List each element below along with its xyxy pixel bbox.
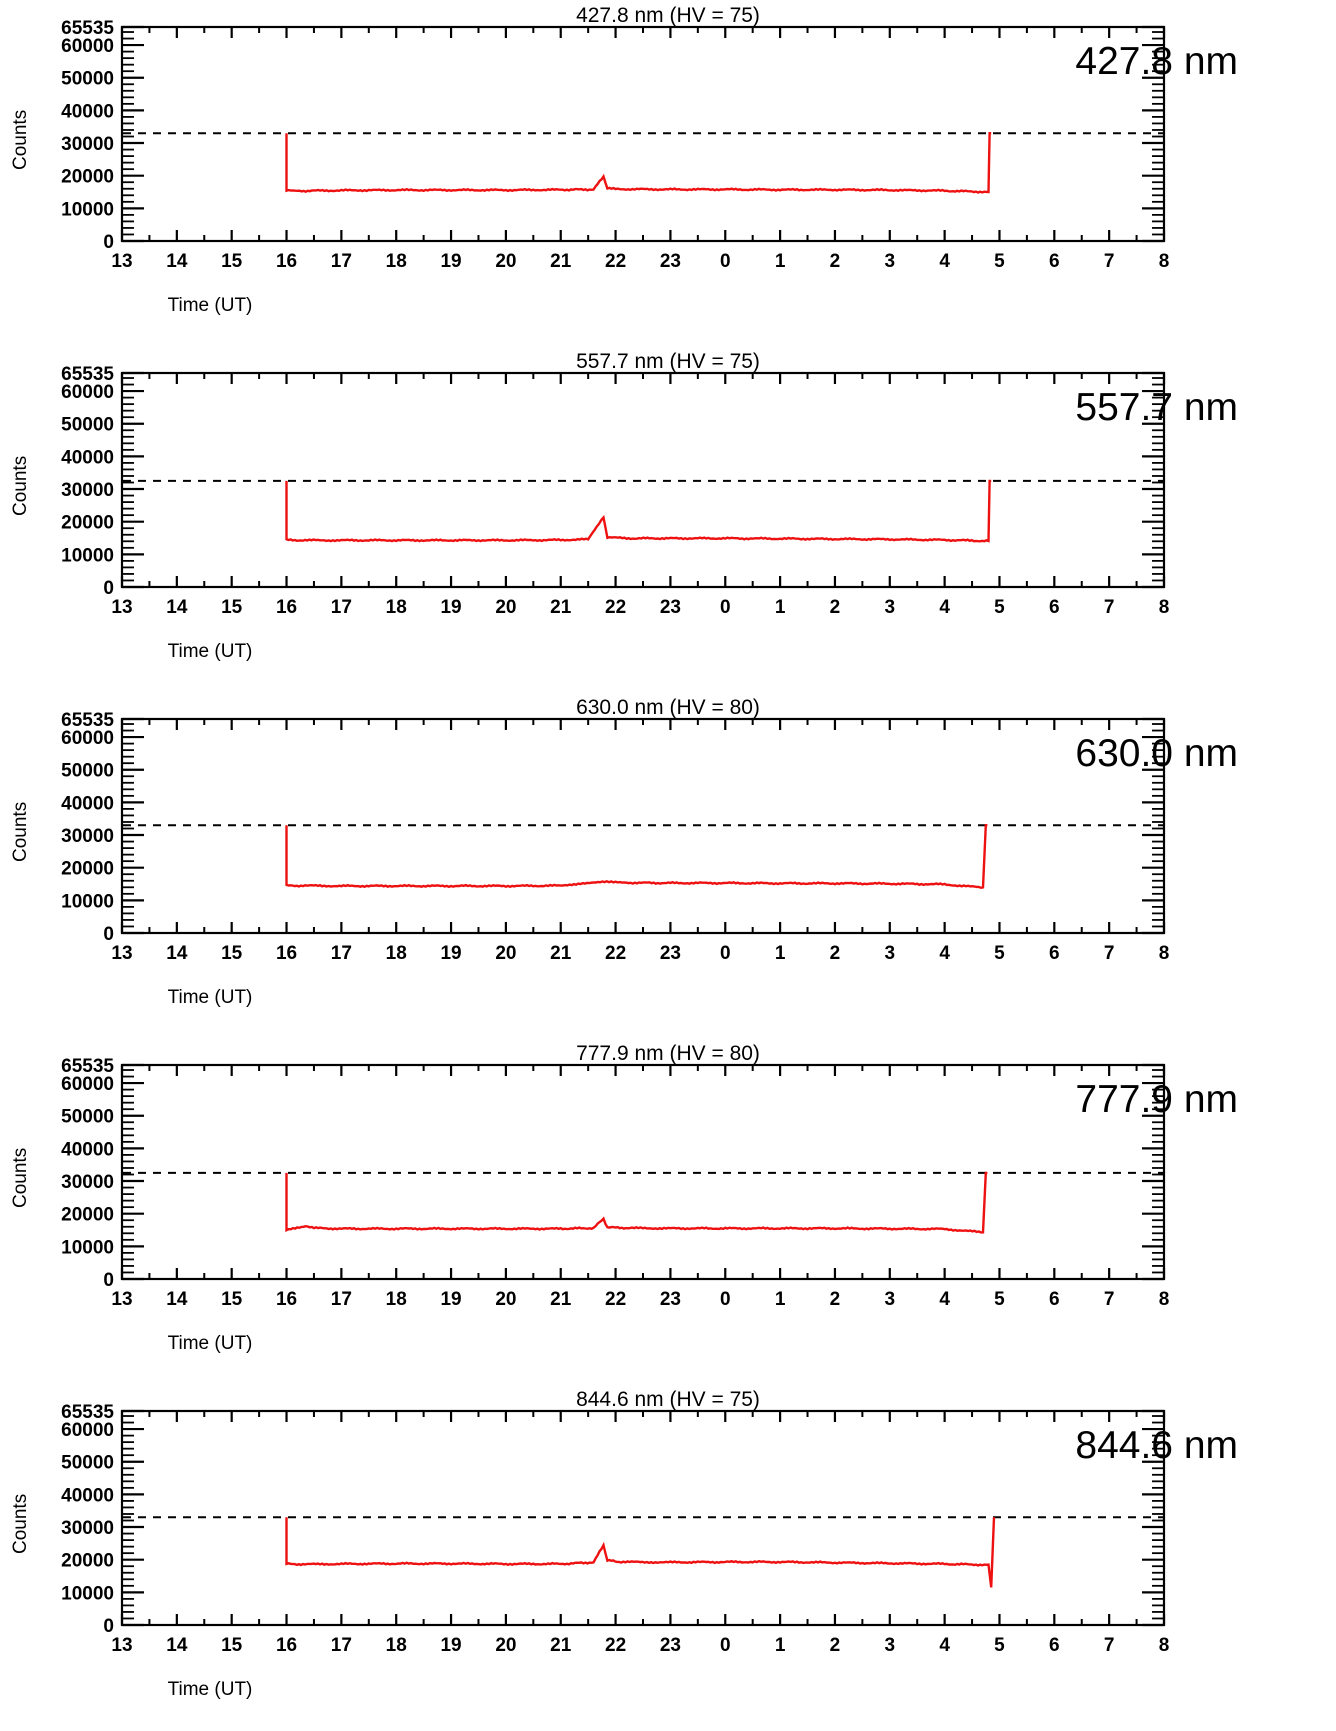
svg-text:3: 3 <box>884 597 896 618</box>
svg-text:23: 23 <box>659 251 681 272</box>
svg-text:10000: 10000 <box>61 1237 114 1259</box>
svg-text:22: 22 <box>605 943 627 964</box>
svg-text:19: 19 <box>440 597 462 618</box>
x-axis-label-3: Time (UT) <box>167 987 253 1008</box>
svg-text:1: 1 <box>774 597 786 618</box>
svg-text:30000: 30000 <box>61 1172 114 1194</box>
panel-title-5: 844.6 nm (HV = 75) <box>576 1388 760 1411</box>
svg-text:30000: 30000 <box>61 480 114 502</box>
svg-text:5: 5 <box>994 1289 1005 1310</box>
svg-text:20000: 20000 <box>61 1204 114 1226</box>
svg-text:21: 21 <box>550 1289 572 1310</box>
svg-text:7: 7 <box>1103 943 1115 964</box>
svg-text:10000: 10000 <box>61 545 114 567</box>
svg-text:20: 20 <box>495 251 517 272</box>
chart-panel-1 <box>0 0 1336 346</box>
svg-text:2: 2 <box>829 251 841 272</box>
svg-text:14: 14 <box>166 251 188 272</box>
svg-text:6: 6 <box>1049 1289 1060 1310</box>
x-axis-label-4: Time (UT) <box>167 1333 253 1354</box>
svg-text:50000: 50000 <box>61 760 114 782</box>
svg-text:50000: 50000 <box>61 414 114 436</box>
svg-text:5: 5 <box>994 943 1005 964</box>
svg-text:50000: 50000 <box>61 1106 114 1128</box>
svg-text:40000: 40000 <box>61 101 114 123</box>
svg-text:60000: 60000 <box>61 1074 114 1096</box>
svg-text:18: 18 <box>385 251 407 272</box>
series-annotation-4: 777.9 nm <box>1075 1078 1238 1121</box>
svg-text:22: 22 <box>605 1289 627 1310</box>
svg-text:30000: 30000 <box>61 1518 114 1540</box>
svg-text:60000: 60000 <box>61 1420 114 1442</box>
svg-text:1: 1 <box>774 251 786 272</box>
svg-text:20: 20 <box>495 1635 517 1656</box>
svg-text:0: 0 <box>103 578 114 599</box>
svg-text:21: 21 <box>550 943 572 964</box>
svg-text:40000: 40000 <box>61 1139 114 1161</box>
svg-text:22: 22 <box>605 1635 627 1656</box>
svg-text:6: 6 <box>1049 251 1060 272</box>
panel-title-1: 427.8 nm (HV = 75) <box>576 4 760 27</box>
svg-text:3: 3 <box>884 1289 896 1310</box>
svg-text:23: 23 <box>659 943 681 964</box>
svg-text:15: 15 <box>221 1635 243 1656</box>
svg-text:15: 15 <box>221 943 243 964</box>
svg-text:7: 7 <box>1103 251 1115 272</box>
y-axis-label-4: Counts <box>10 1147 31 1208</box>
svg-text:5: 5 <box>994 1635 1005 1656</box>
svg-text:0: 0 <box>103 924 114 945</box>
svg-text:0: 0 <box>719 251 731 272</box>
svg-text:18: 18 <box>385 1289 407 1310</box>
x-axis-label-2: Time (UT) <box>167 641 253 662</box>
svg-text:17: 17 <box>330 597 352 618</box>
svg-text:30000: 30000 <box>61 134 114 156</box>
svg-text:16: 16 <box>275 251 298 272</box>
svg-text:6: 6 <box>1049 1635 1060 1656</box>
svg-text:21: 21 <box>550 1635 572 1656</box>
svg-text:13: 13 <box>111 943 133 964</box>
svg-text:65535: 65535 <box>61 710 114 731</box>
svg-text:18: 18 <box>385 943 407 964</box>
svg-text:20000: 20000 <box>61 858 114 880</box>
series-annotation-3: 630.0 nm <box>1075 732 1238 775</box>
svg-text:6: 6 <box>1049 943 1060 964</box>
svg-text:8: 8 <box>1158 1289 1170 1310</box>
chart-panel-4 <box>0 1038 1336 1384</box>
svg-text:3: 3 <box>884 251 896 272</box>
svg-text:0: 0 <box>719 1289 731 1310</box>
chart-panel-2 <box>0 346 1336 692</box>
svg-text:10000: 10000 <box>61 1583 114 1605</box>
svg-text:1: 1 <box>774 943 786 964</box>
series-annotation-5: 844.6 nm <box>1075 1424 1238 1467</box>
svg-text:5: 5 <box>994 251 1005 272</box>
svg-text:40000: 40000 <box>61 793 114 815</box>
svg-text:7: 7 <box>1103 597 1115 618</box>
svg-text:19: 19 <box>440 943 462 964</box>
svg-text:14: 14 <box>166 943 188 964</box>
svg-text:16: 16 <box>275 943 298 964</box>
svg-text:4: 4 <box>939 597 950 618</box>
y-axis-label-1: Counts <box>10 109 31 170</box>
panel-title-3: 630.0 nm (HV = 80) <box>576 696 760 719</box>
svg-text:15: 15 <box>221 251 243 272</box>
svg-text:18: 18 <box>385 597 407 618</box>
svg-text:2: 2 <box>829 943 841 964</box>
svg-text:60000: 60000 <box>61 728 114 750</box>
svg-text:22: 22 <box>605 597 627 618</box>
svg-text:4: 4 <box>939 943 950 964</box>
x-axis-label-1: Time (UT) <box>167 295 253 316</box>
svg-text:4: 4 <box>939 251 950 272</box>
svg-text:50000: 50000 <box>61 68 114 90</box>
svg-text:0: 0 <box>719 1635 731 1656</box>
svg-text:17: 17 <box>330 251 352 272</box>
svg-text:13: 13 <box>111 1289 133 1310</box>
svg-text:65535: 65535 <box>61 1402 114 1423</box>
svg-text:15: 15 <box>221 1289 243 1310</box>
x-axis-label-5: Time (UT) <box>167 1679 253 1700</box>
svg-text:16: 16 <box>275 597 298 618</box>
svg-text:4: 4 <box>939 1289 950 1310</box>
svg-text:19: 19 <box>440 251 462 272</box>
svg-text:20000: 20000 <box>61 512 114 534</box>
svg-text:7: 7 <box>1103 1635 1115 1656</box>
svg-text:17: 17 <box>330 1289 352 1310</box>
series-annotation-2: 557.7 nm <box>1075 386 1238 429</box>
svg-text:18: 18 <box>385 1635 407 1656</box>
chart-panel-3 <box>0 692 1336 1038</box>
svg-text:20: 20 <box>495 1289 517 1310</box>
svg-text:60000: 60000 <box>61 36 114 58</box>
svg-text:8: 8 <box>1158 943 1170 964</box>
svg-text:0: 0 <box>103 1270 114 1291</box>
svg-text:40000: 40000 <box>61 447 114 469</box>
svg-text:21: 21 <box>550 251 572 272</box>
svg-text:20: 20 <box>495 597 517 618</box>
y-axis-label-5: Counts <box>10 1493 31 1554</box>
svg-text:65535: 65535 <box>61 364 114 385</box>
svg-text:2: 2 <box>829 1289 841 1310</box>
svg-text:16: 16 <box>275 1289 298 1310</box>
svg-text:50000: 50000 <box>61 1452 114 1474</box>
svg-text:3: 3 <box>884 1635 896 1656</box>
svg-text:8: 8 <box>1158 251 1170 272</box>
svg-text:4: 4 <box>939 1635 950 1656</box>
svg-text:0: 0 <box>719 943 731 964</box>
svg-text:14: 14 <box>166 1635 188 1656</box>
svg-text:14: 14 <box>166 1289 188 1310</box>
panel-title-2: 557.7 nm (HV = 75) <box>576 350 760 373</box>
svg-text:40000: 40000 <box>61 1485 114 1507</box>
svg-text:17: 17 <box>330 943 352 964</box>
chart-panel-5 <box>0 1384 1336 1730</box>
svg-text:2: 2 <box>829 1635 841 1656</box>
svg-text:10000: 10000 <box>61 891 114 913</box>
svg-text:60000: 60000 <box>61 382 114 404</box>
svg-text:7: 7 <box>1103 1289 1115 1310</box>
svg-text:10000: 10000 <box>61 199 114 221</box>
svg-text:19: 19 <box>440 1289 462 1310</box>
svg-text:0: 0 <box>103 1616 114 1637</box>
svg-text:16: 16 <box>275 1635 298 1656</box>
svg-text:19: 19 <box>440 1635 462 1656</box>
svg-text:2: 2 <box>829 597 841 618</box>
svg-text:17: 17 <box>330 1635 352 1656</box>
svg-text:6: 6 <box>1049 597 1060 618</box>
svg-text:22: 22 <box>605 251 627 272</box>
svg-text:23: 23 <box>659 1289 681 1310</box>
panel-title-4: 777.9 nm (HV = 80) <box>576 1042 760 1065</box>
svg-text:1: 1 <box>774 1635 786 1656</box>
svg-text:15: 15 <box>221 597 243 618</box>
svg-text:8: 8 <box>1158 597 1170 618</box>
y-axis-label-3: Counts <box>10 801 31 862</box>
svg-text:13: 13 <box>111 1635 133 1656</box>
svg-text:1: 1 <box>774 1289 786 1310</box>
svg-text:5: 5 <box>994 597 1005 618</box>
svg-text:23: 23 <box>659 1635 681 1656</box>
svg-text:8: 8 <box>1158 1635 1170 1656</box>
svg-text:20000: 20000 <box>61 1550 114 1572</box>
svg-text:3: 3 <box>884 943 896 964</box>
series-annotation-1: 427.8 nm <box>1075 40 1238 83</box>
svg-text:20: 20 <box>495 943 517 964</box>
svg-text:23: 23 <box>659 597 681 618</box>
svg-text:13: 13 <box>111 597 133 618</box>
svg-text:65535: 65535 <box>61 1056 114 1077</box>
svg-text:65535: 65535 <box>61 18 114 39</box>
svg-text:13: 13 <box>111 251 133 272</box>
y-axis-label-2: Counts <box>10 455 31 516</box>
svg-text:21: 21 <box>550 597 572 618</box>
svg-text:0: 0 <box>719 597 731 618</box>
svg-text:0: 0 <box>103 232 114 253</box>
svg-text:20000: 20000 <box>61 166 114 188</box>
svg-text:14: 14 <box>166 597 188 618</box>
svg-text:30000: 30000 <box>61 826 114 848</box>
